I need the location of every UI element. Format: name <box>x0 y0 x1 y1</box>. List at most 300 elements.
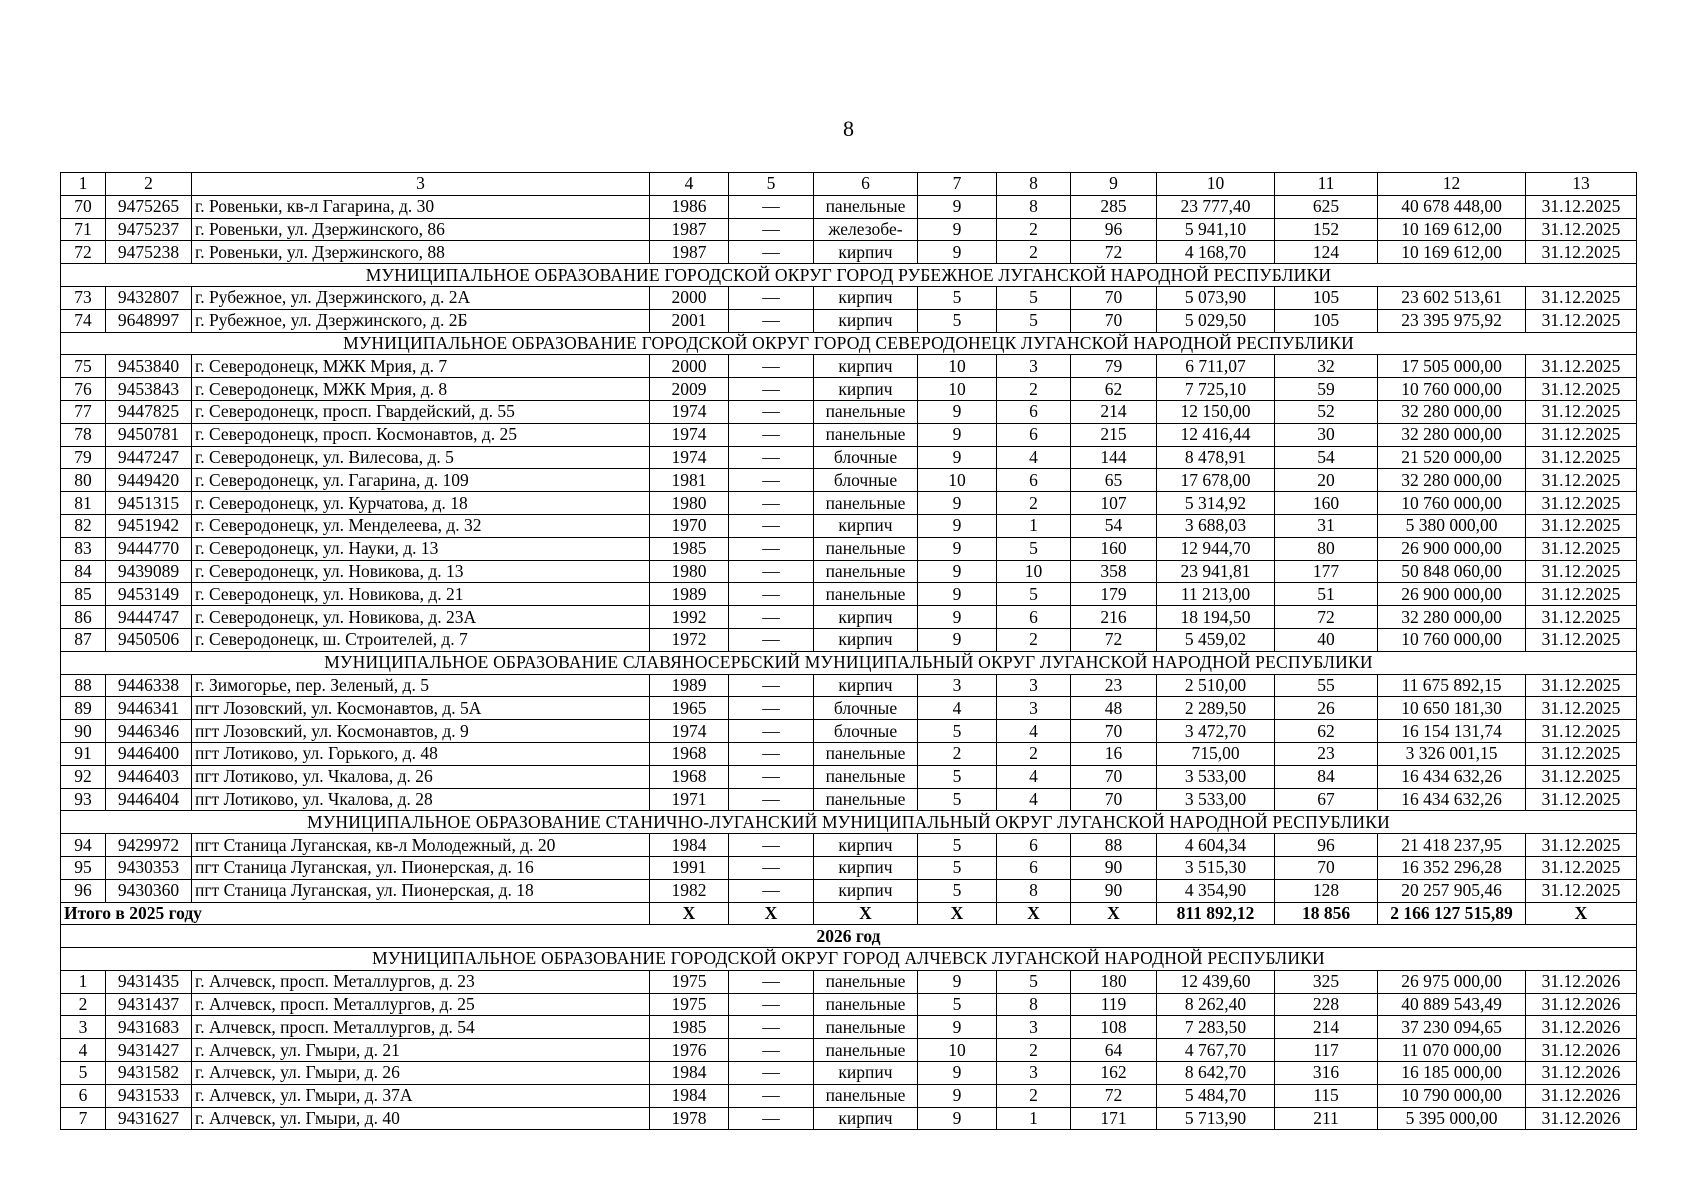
municipality-heading: МУНИЦИПАЛЬНОЕ ОБРАЗОВАНИЕ ГОРОДСКОЙ ОКРУГ ГОРОД РУБЕЖНОЕ ЛУГАНСКОЙ НАРОДНОЙ РЕСПУБЛИКИ <box>61 264 1637 287</box>
cadastral-id: 9475237 <box>106 218 192 241</box>
row-number: 91 <box>61 742 106 765</box>
wall-material: кирпич <box>814 1062 918 1085</box>
cadastral-id: 9475265 <box>106 195 192 218</box>
total-area: 4 604,34 <box>1157 834 1275 857</box>
entrances: 5 <box>997 583 1071 606</box>
entrances: 6 <box>997 400 1071 423</box>
address: г. Северодонецк, МЖК Мрия, д. 8 <box>192 378 650 401</box>
entrances: 2 <box>997 378 1071 401</box>
year-built: 1985 <box>650 1016 729 1039</box>
cadastral-id: 9446400 <box>106 742 192 765</box>
residents: 55 <box>1275 674 1378 697</box>
total-area: 3 688,03 <box>1157 514 1275 537</box>
cell-5: — <box>729 241 814 264</box>
cost: 32 280 000,00 <box>1378 400 1526 423</box>
cell-5: — <box>729 720 814 743</box>
row-number: 81 <box>61 492 106 515</box>
apartments: 48 <box>1071 697 1157 720</box>
apartments: 358 <box>1071 560 1157 583</box>
column-number: 7 <box>918 173 997 196</box>
entrances: 4 <box>997 720 1071 743</box>
cadastral-id: 9446338 <box>106 674 192 697</box>
row-number: 70 <box>61 195 106 218</box>
cadastral-id: 9432807 <box>106 286 192 309</box>
cost: 16 185 000,00 <box>1378 1062 1526 1085</box>
address: г. Северодонецк, ул. Новикова, д. 23А <box>192 606 650 629</box>
cell-5: — <box>729 834 814 857</box>
residents: 70 <box>1275 856 1378 879</box>
table-row <box>61 492 1637 515</box>
section-row <box>61 264 1637 287</box>
apartments: 70 <box>1071 720 1157 743</box>
apartments: 107 <box>1071 492 1157 515</box>
cadastral-id: 9431683 <box>106 1016 192 1039</box>
deadline: 31.12.2026 <box>1526 1016 1637 1039</box>
municipality-heading: МУНИЦИПАЛЬНОЕ ОБРАЗОВАНИЕ ГОРОДСКОЙ ОКРУГ ГОРОД СЕВЕРОДОНЕЦК ЛУГАНСКОЙ НАРОДНОЙ РЕСПУБЛИКИ <box>61 332 1637 355</box>
municipality-heading: МУНИЦИПАЛЬНОЕ ОБРАЗОВАНИЕ СТАНИЧНО-ЛУГАНСКИЙ МУНИЦИПАЛЬНЫЙ ОКРУГ ЛУГАНСКОЙ НАРОДНОЙ РЕСПУБЛИКИ <box>61 811 1637 834</box>
cost: 16 434 632,26 <box>1378 788 1526 811</box>
residents: 72 <box>1275 606 1378 629</box>
wall-material: панельные <box>814 492 918 515</box>
entrances: 5 <box>997 286 1071 309</box>
year-built: 1989 <box>650 583 729 606</box>
cost: 40 678 448,00 <box>1378 195 1526 218</box>
wall-material: панельные <box>814 1016 918 1039</box>
residents: 84 <box>1275 765 1378 788</box>
entrances: 3 <box>997 697 1071 720</box>
cadastral-id: 9431427 <box>106 1039 192 1062</box>
cell-5: — <box>729 606 814 629</box>
wall-material: панельные <box>814 1084 918 1107</box>
address: г. Алчевск, просп. Металлургов, д. 25 <box>192 993 650 1016</box>
deadline: 31.12.2025 <box>1526 834 1637 857</box>
cadastral-id: 9453843 <box>106 378 192 401</box>
residents: 316 <box>1275 1062 1378 1085</box>
apartments: 64 <box>1071 1039 1157 1062</box>
cadastral-id: 9449420 <box>106 469 192 492</box>
cadastral-id: 9648997 <box>106 309 192 332</box>
apartments: 214 <box>1071 400 1157 423</box>
cadastral-id: 9430360 <box>106 879 192 902</box>
table-row <box>61 970 1637 993</box>
deadline: 31.12.2025 <box>1526 720 1637 743</box>
wall-material: панельные <box>814 400 918 423</box>
wall-material: панельные <box>814 993 918 1016</box>
row-number: 79 <box>61 446 106 469</box>
address: г. Северодонецк, ул. Менделеева, д. 32 <box>192 514 650 537</box>
total-area: 715,00 <box>1157 742 1275 765</box>
apartments: 70 <box>1071 765 1157 788</box>
year-built: 1972 <box>650 628 729 651</box>
residents: 124 <box>1275 241 1378 264</box>
table-row <box>61 606 1637 629</box>
wall-material: панельные <box>814 970 918 993</box>
total-area: 7 725,10 <box>1157 378 1275 401</box>
total-area: 18 194,50 <box>1157 606 1275 629</box>
row-number: 92 <box>61 765 106 788</box>
cost: 5 380 000,00 <box>1378 514 1526 537</box>
address: г. Рубежное, ул. Дзержинского, д. 2А <box>192 286 650 309</box>
cell-5: — <box>729 560 814 583</box>
cell-5: — <box>729 856 814 879</box>
cost: 10 650 181,30 <box>1378 697 1526 720</box>
residents: 214 <box>1275 1016 1378 1039</box>
year-built: 1965 <box>650 697 729 720</box>
deadline: 31.12.2025 <box>1526 879 1637 902</box>
cadastral-id: 9447247 <box>106 446 192 469</box>
column-number: 10 <box>1157 173 1275 196</box>
total-area: 4 168,70 <box>1157 241 1275 264</box>
cost: 23 602 513,61 <box>1378 286 1526 309</box>
apartments: 72 <box>1071 241 1157 264</box>
deadline: 31.12.2025 <box>1526 628 1637 651</box>
floors: 9 <box>918 1107 997 1130</box>
cost: 11 675 892,15 <box>1378 674 1526 697</box>
total-deadline: Х <box>1526 902 1637 925</box>
row-number: 80 <box>61 469 106 492</box>
total-area: 5 484,70 <box>1157 1084 1275 1107</box>
entrances: 3 <box>997 1016 1071 1039</box>
entrances: 10 <box>997 560 1071 583</box>
residents: 26 <box>1275 697 1378 720</box>
apartments: 180 <box>1071 970 1157 993</box>
row-number: 75 <box>61 355 106 378</box>
floors: 5 <box>918 788 997 811</box>
floors: 5 <box>918 856 997 879</box>
cadastral-id: 9446341 <box>106 697 192 720</box>
cell-5: — <box>729 970 814 993</box>
residents: 54 <box>1275 446 1378 469</box>
year-built: 1980 <box>650 492 729 515</box>
cadastral-id: 9444747 <box>106 606 192 629</box>
entrances: 4 <box>997 788 1071 811</box>
cadastral-id: 9453149 <box>106 583 192 606</box>
table-row <box>61 628 1637 651</box>
cost: 10 169 612,00 <box>1378 218 1526 241</box>
year-built: 1986 <box>650 195 729 218</box>
column-number: 12 <box>1378 173 1526 196</box>
residents: 625 <box>1275 195 1378 218</box>
cadastral-id: 9475238 <box>106 241 192 264</box>
cadastral-id: 9446346 <box>106 720 192 743</box>
wall-material: кирпич <box>814 674 918 697</box>
residents: 228 <box>1275 993 1378 1016</box>
total-area: 5 073,90 <box>1157 286 1275 309</box>
residents: 52 <box>1275 400 1378 423</box>
deadline: 31.12.2025 <box>1526 514 1637 537</box>
address: г. Северодонецк, ул. Гагарина, д. 109 <box>192 469 650 492</box>
address: пгт Лотиково, ул. Горького, д. 48 <box>192 742 650 765</box>
deadline: 31.12.2025 <box>1526 241 1637 264</box>
address: пгт Лотиково, ул. Чкалова, д. 26 <box>192 765 650 788</box>
row-number: 94 <box>61 834 106 857</box>
total-apartments: Х <box>1071 902 1157 925</box>
apartments: 162 <box>1071 1062 1157 1085</box>
deadline: 31.12.2025 <box>1526 378 1637 401</box>
deadline: 31.12.2025 <box>1526 697 1637 720</box>
cost: 26 900 000,00 <box>1378 537 1526 560</box>
cell-5: — <box>729 309 814 332</box>
total-residents: 18 856 <box>1275 902 1378 925</box>
floors: 9 <box>918 583 997 606</box>
address: г. Алчевск, просп. Металлургов, д. 23 <box>192 970 650 993</box>
deadline: 31.12.2026 <box>1526 993 1637 1016</box>
floors: 9 <box>918 606 997 629</box>
row-number: 72 <box>61 241 106 264</box>
deadline: 31.12.2025 <box>1526 469 1637 492</box>
year-built: 1968 <box>650 765 729 788</box>
wall-material: кирпич <box>814 606 918 629</box>
cadastral-id: 9450506 <box>106 628 192 651</box>
floors: 9 <box>918 423 997 446</box>
cost: 10 760 000,00 <box>1378 492 1526 515</box>
year-built: 1974 <box>650 400 729 423</box>
floors: 5 <box>918 286 997 309</box>
address: пгт Станица Луганская, ул. Пионерская, д. 18 <box>192 879 650 902</box>
apartments: 72 <box>1071 628 1157 651</box>
year-built: 1984 <box>650 1062 729 1085</box>
table-row <box>61 286 1637 309</box>
year-built: 1974 <box>650 423 729 446</box>
row-number: 6 <box>61 1084 106 1107</box>
deadline: 31.12.2025 <box>1526 742 1637 765</box>
year-built: 2000 <box>650 355 729 378</box>
cadastral-id: 9431533 <box>106 1084 192 1107</box>
residents: 177 <box>1275 560 1378 583</box>
deadline: 31.12.2025 <box>1526 765 1637 788</box>
total-area: 3 533,00 <box>1157 788 1275 811</box>
cell-5: — <box>729 195 814 218</box>
wall-material: кирпич <box>814 378 918 401</box>
cost: 10 760 000,00 <box>1378 628 1526 651</box>
cadastral-id: 9429972 <box>106 834 192 857</box>
residents: 62 <box>1275 720 1378 743</box>
total-area: 12 439,60 <box>1157 970 1275 993</box>
entrances: 2 <box>997 218 1071 241</box>
column-number: 4 <box>650 173 729 196</box>
table-row <box>61 583 1637 606</box>
cell-5: — <box>729 492 814 515</box>
year-built: 2001 <box>650 309 729 332</box>
table-row <box>61 879 1637 902</box>
residents: 152 <box>1275 218 1378 241</box>
table-row <box>61 423 1637 446</box>
apartments: 285 <box>1071 195 1157 218</box>
cell-5: — <box>729 446 814 469</box>
cost: 5 395 000,00 <box>1378 1107 1526 1130</box>
residents: 96 <box>1275 834 1378 857</box>
address: пгт Лотиково, ул. Чкалова, д. 28 <box>192 788 650 811</box>
table-row <box>61 720 1637 743</box>
cell-5: — <box>729 537 814 560</box>
cadastral-id: 9431627 <box>106 1107 192 1130</box>
cadastral-id: 9446403 <box>106 765 192 788</box>
wall-material: блочные <box>814 446 918 469</box>
wall-material: кирпич <box>814 856 918 879</box>
deadline: 31.12.2025 <box>1526 309 1637 332</box>
address: г. Северодонецк, ул. Вилесова, д. 5 <box>192 446 650 469</box>
table-row <box>61 514 1637 537</box>
wall-material: панельные <box>814 423 918 446</box>
year-built: 1970 <box>650 514 729 537</box>
total-row <box>61 902 1637 925</box>
cell-5: — <box>729 742 814 765</box>
floors: 5 <box>918 309 997 332</box>
wall-material: кирпич <box>814 834 918 857</box>
total-area: 4 767,70 <box>1157 1039 1275 1062</box>
table-row <box>61 355 1637 378</box>
row-number: 76 <box>61 378 106 401</box>
entrances: 5 <box>997 537 1071 560</box>
floors: 9 <box>918 970 997 993</box>
cadastral-id: 9447825 <box>106 400 192 423</box>
column-number: 6 <box>814 173 918 196</box>
total-area: 6 711,07 <box>1157 355 1275 378</box>
address: г. Алчевск, ул. Гмыри, д. 21 <box>192 1039 650 1062</box>
floors: 9 <box>918 560 997 583</box>
cell-5: — <box>729 788 814 811</box>
row-number: 73 <box>61 286 106 309</box>
cell-5: — <box>729 286 814 309</box>
year-built: 1975 <box>650 993 729 1016</box>
entrances: 2 <box>997 1039 1071 1062</box>
entrances: 6 <box>997 856 1071 879</box>
wall-material: кирпич <box>814 355 918 378</box>
floors: 9 <box>918 1062 997 1085</box>
cell-5: — <box>729 469 814 492</box>
cell-5: — <box>729 423 814 446</box>
wall-material: железобе- <box>814 218 918 241</box>
wall-material: блочные <box>814 697 918 720</box>
column-number: 11 <box>1275 173 1378 196</box>
year-built: 1968 <box>650 742 729 765</box>
year-built: 1981 <box>650 469 729 492</box>
row-number: 93 <box>61 788 106 811</box>
row-number: 89 <box>61 697 106 720</box>
cell-5: — <box>729 400 814 423</box>
apartments: 144 <box>1071 446 1157 469</box>
row-number: 85 <box>61 583 106 606</box>
entrances: 6 <box>997 423 1071 446</box>
cost: 17 505 000,00 <box>1378 355 1526 378</box>
cost: 40 889 543,49 <box>1378 993 1526 1016</box>
address: пгт Лозовский, ул. Космонавтов, д. 5А <box>192 697 650 720</box>
entrances: 4 <box>997 446 1071 469</box>
address: пгт Лозовский, ул. Космонавтов, д. 9 <box>192 720 650 743</box>
row-number: 3 <box>61 1016 106 1039</box>
table-row <box>61 560 1637 583</box>
cost: 21 418 237,95 <box>1378 834 1526 857</box>
entrances: 3 <box>997 1062 1071 1085</box>
floors: 9 <box>918 218 997 241</box>
year-built: 1982 <box>650 879 729 902</box>
cell-5: — <box>729 1107 814 1130</box>
year-built: 1984 <box>650 834 729 857</box>
apartments: 79 <box>1071 355 1157 378</box>
table-row <box>61 1016 1637 1039</box>
address: г. Зимогорье, пер. Зеленый, д. 5 <box>192 674 650 697</box>
address: г. Северодонецк, ул. Новикова, д. 13 <box>192 560 650 583</box>
residents: 128 <box>1275 879 1378 902</box>
cost: 16 352 296,28 <box>1378 856 1526 879</box>
address: пгт Станица Луганская, кв-л Молодежный, д. 20 <box>192 834 650 857</box>
row-number: 77 <box>61 400 106 423</box>
floors: 5 <box>918 765 997 788</box>
cost: 21 520 000,00 <box>1378 446 1526 469</box>
apartments: 119 <box>1071 993 1157 1016</box>
deadline: 31.12.2025 <box>1526 537 1637 560</box>
total-area: 2 510,00 <box>1157 674 1275 697</box>
year-built: 1971 <box>650 788 729 811</box>
row-number: 87 <box>61 628 106 651</box>
residents: 105 <box>1275 286 1378 309</box>
total-area: 4 354,90 <box>1157 879 1275 902</box>
cell-5: — <box>729 355 814 378</box>
entrances: 2 <box>997 241 1071 264</box>
wall-material: панельные <box>814 537 918 560</box>
floors: 9 <box>918 514 997 537</box>
cost: 3 326 001,15 <box>1378 742 1526 765</box>
apartments: 72 <box>1071 1084 1157 1107</box>
entrances: 2 <box>997 492 1071 515</box>
row-number: 96 <box>61 879 106 902</box>
floors: 5 <box>918 834 997 857</box>
cadastral-id: 9446404 <box>106 788 192 811</box>
wall-material: панельные <box>814 742 918 765</box>
floors: 5 <box>918 720 997 743</box>
cell-5: — <box>729 583 814 606</box>
residents: 31 <box>1275 514 1378 537</box>
row-number: 83 <box>61 537 106 560</box>
cost: 10 790 000,00 <box>1378 1084 1526 1107</box>
total-area: 12 150,00 <box>1157 400 1275 423</box>
floors: 5 <box>918 879 997 902</box>
table-row <box>61 674 1637 697</box>
residents: 67 <box>1275 788 1378 811</box>
entrances: 8 <box>997 195 1071 218</box>
address: г. Алчевск, ул. Гмыри, д. 26 <box>192 1062 650 1085</box>
cell-5: — <box>729 1016 814 1039</box>
year-built: 1985 <box>650 537 729 560</box>
total-area: 7 283,50 <box>1157 1016 1275 1039</box>
floors: 10 <box>918 1039 997 1062</box>
column-number: 8 <box>997 173 1071 196</box>
cadastral-id: 9430353 <box>106 856 192 879</box>
cost: 20 257 905,46 <box>1378 879 1526 902</box>
cost: 10 760 000,00 <box>1378 378 1526 401</box>
cell-5: — <box>729 765 814 788</box>
apartments: 108 <box>1071 1016 1157 1039</box>
row-number: 90 <box>61 720 106 743</box>
address: г. Ровеньки, кв-л Гагарина, д. 30 <box>192 195 650 218</box>
floors: 10 <box>918 355 997 378</box>
column-number: 13 <box>1526 173 1637 196</box>
apartments: 90 <box>1071 856 1157 879</box>
wall-material: блочные <box>814 720 918 743</box>
row-number: 2 <box>61 993 106 1016</box>
address: г. Северодонецк, ул. Новикова, д. 21 <box>192 583 650 606</box>
cell-5: — <box>729 993 814 1016</box>
table-row <box>61 218 1637 241</box>
deadline: 31.12.2025 <box>1526 560 1637 583</box>
entrances: 3 <box>997 355 1071 378</box>
year-built: 1992 <box>650 606 729 629</box>
table-row <box>61 1107 1637 1130</box>
total-area: 23 777,40 <box>1157 195 1275 218</box>
wall-material: кирпич <box>814 241 918 264</box>
cell-5: — <box>729 378 814 401</box>
cadastral-id: 9431582 <box>106 1062 192 1085</box>
